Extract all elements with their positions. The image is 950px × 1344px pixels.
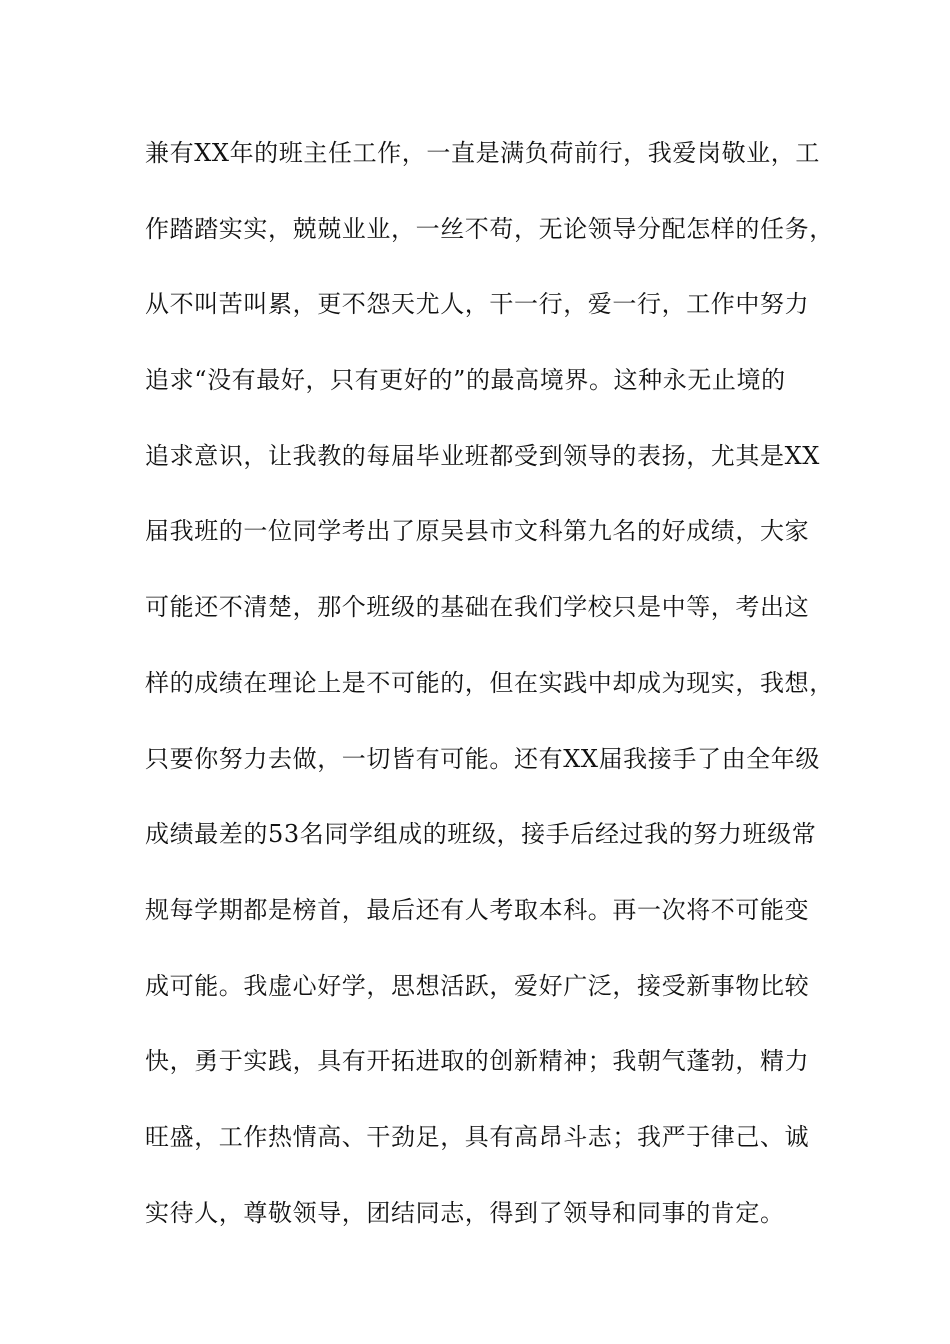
text-line: 成绩最差的53名同学组成的班级，接手后经过我的努力班级常 <box>145 820 817 849</box>
text-line: 旺盛，工作热情高、干劲足，具有高昂斗志；我严于律己、诚 <box>145 1122 810 1151</box>
text-line: 届我班的一位同学考出了原吴县市文科第九名的好成绩，大家 <box>145 517 810 546</box>
text-line: 追求意识，让我教的每届毕业班都受到领导的表扬，尤其是XX <box>145 441 820 470</box>
text-line: 只要你努力去做，一切皆有可能。还有XX届我接手了由全年级 <box>145 744 820 773</box>
text-line: 兼有XX年的班主任工作，一直是满负荷前行，我爱岗敬业，工 <box>145 139 820 167</box>
text-line: 作踏踏实实，兢兢业业，一丝不苟，无论领导分配怎样的任务， <box>145 214 834 243</box>
text-line: 可能还不清楚，那个班级的基础在我们学校只是中等，考出这 <box>145 593 810 622</box>
text-line: 成可能。我虚心好学，思想活跃，爱好广泛，接受新事物比较 <box>145 971 810 1000</box>
text-line: 实待人，尊敬领导，团结同志，得到了领导和同事的肯定。 <box>145 1198 785 1227</box>
text-line: 快，勇于实践，具有开拓进取的创新精神；我朝气蓬勃，精力 <box>145 1047 810 1076</box>
text-line: 样的成绩在理论上是不可能的，但在实践中却成为现实，我想， <box>145 668 834 697</box>
text-line: 规每学期都是榜首，最后还有人考取本科。再一次将不可能变 <box>145 895 810 924</box>
body-paragraph <box>145 133 835 1268</box>
text-line: 追求“没有最好，只有更好的”的最高境界。这种永无止境的 <box>145 366 786 395</box>
text-line: 从不叫苦叫累，更不怨天尤人，干一行，爱一行，工作中努力 <box>145 290 810 319</box>
